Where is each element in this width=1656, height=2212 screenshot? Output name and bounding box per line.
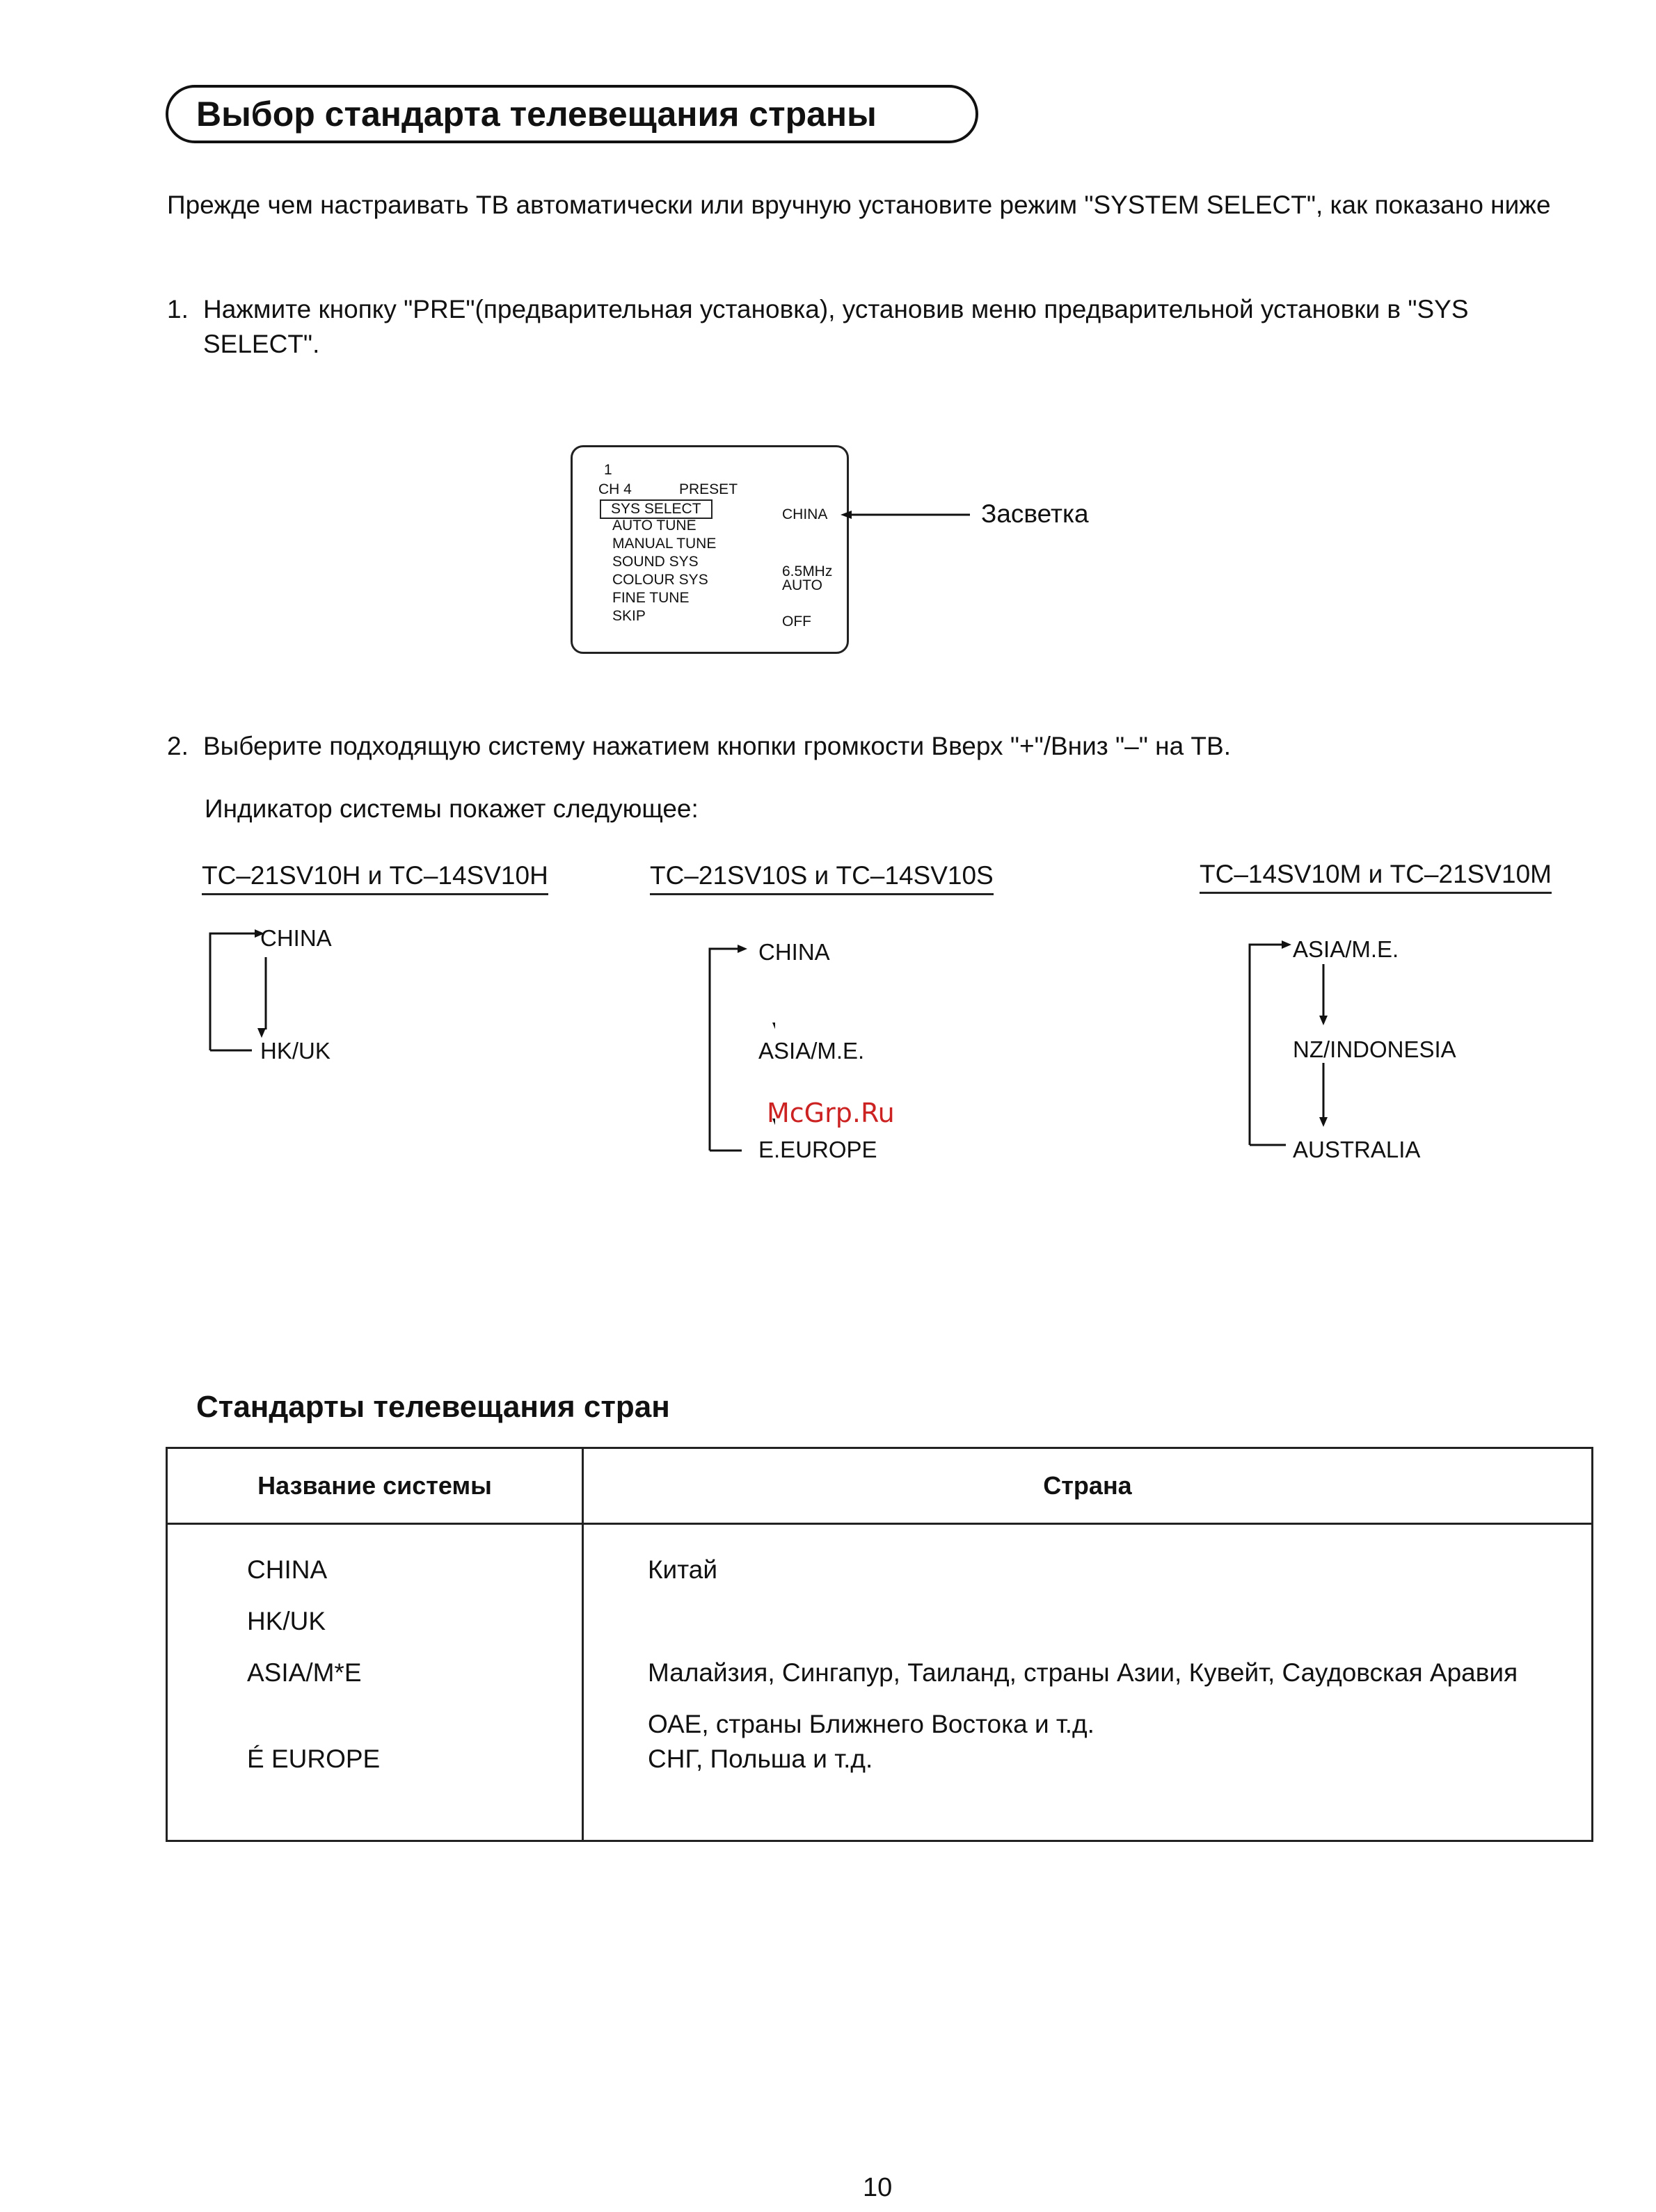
system-asia: ASIA/M*E [247, 1658, 362, 1687]
country-eeurope-2: СНГ, Польша и т.д. [648, 1745, 873, 1773]
country-hkuk [648, 1604, 1536, 1639]
table-header-system: Название системы [167, 1448, 583, 1524]
osd-channel: CH 4 [598, 481, 632, 497]
page-number: 10 [863, 2173, 893, 2202]
callout-arrow [839, 506, 971, 523]
model-heading-h: TC–21SV10H и TC–14SV10H [202, 861, 548, 895]
flow-m-item-asia: ASIA/M.E. [1293, 936, 1399, 962]
flow-m-item-nz: NZ/INDONESIA [1293, 1036, 1456, 1062]
standards-table [166, 1447, 1593, 1842]
system-china: CHINA [247, 1555, 328, 1584]
callout-label: Засветка [981, 499, 1089, 528]
step1-text: Нажмите кнопку "PRE"(предварительная установка), установив меню предварительной установки в "SYS SELECT". [203, 295, 1469, 358]
flow-s-item-asia: ASIA/M.E. [758, 1038, 865, 1064]
table-cell-country [583, 1524, 1593, 1841]
osd-item-fine-tune: FINE TUNE [612, 590, 690, 606]
osd-number: 1 [604, 462, 612, 478]
flow-h-item-hkuk: HK/UK [260, 1038, 331, 1064]
osd-item-auto-tune: AUTO TUNE [612, 518, 696, 534]
osd-value-colour: AUTO [782, 577, 822, 593]
osd-item-skip: SKIP [612, 608, 646, 624]
system-hkuk: HK/UK [247, 1607, 326, 1635]
step1-number: 1. [167, 295, 189, 323]
page-title: Выбор стандарта телевещания страны [166, 85, 978, 143]
flow-s-item-china: CHINA [758, 939, 830, 965]
table-cell-system [167, 1524, 583, 1841]
osd-item-colour-sys: COLOUR SYS [612, 572, 708, 588]
osd-value-sys: CHINA [782, 506, 828, 522]
flow-arrows-h [206, 925, 269, 1057]
osd-value-sound: 6.5MHz [782, 563, 833, 579]
osd-item-manual-tune: MANUAL TUNE [612, 536, 717, 552]
flow-m-item-australia: AUSTRALIA [1293, 1137, 1421, 1162]
table-row [167, 1524, 1593, 1841]
country-asia: Малайзия, Сингапур, Таиланд, страны Азии, Кувейт, Саудовская Аравия [648, 1658, 1518, 1687]
indicator-text: Индикатор системы покажет следующее: [205, 794, 699, 823]
step2-text: Выберите подходящую систему нажатием кнопки громкости Вверх "+"/Вниз "–" на ТВ. [203, 732, 1231, 760]
system-eeurope: É EUROPE [247, 1745, 381, 1773]
country-china: Китай [648, 1555, 717, 1584]
intro-paragraph: Прежде чем настраивать ТВ автоматически или вручную установите режим "SYSTEM SELECT", как показано ниже [167, 191, 1551, 219]
model-heading-s: TC–21SV10S и TC–14SV10S [650, 861, 994, 895]
watermark: McGrp.Ru [767, 1098, 895, 1128]
step2-number: 2. [167, 732, 189, 760]
country-eeurope: ОАЕ, страны Ближнего Востока и т.д. [648, 1710, 1094, 1738]
osd-item-sys-select: SYS SELECT [600, 499, 712, 519]
model-heading-m: TC–14SV10M и TC–21SV10M [1200, 860, 1552, 894]
standards-section-title: Стандарты телевещания стран [196, 1390, 670, 1424]
table-header-country: Страна [583, 1448, 1593, 1524]
osd-item-sound-sys: SOUND SYS [612, 554, 699, 570]
flow-h-item-china: CHINA [260, 925, 332, 951]
osd-value-skip: OFF [782, 614, 811, 630]
osd-mode: PRESET [679, 481, 738, 497]
flow-s-item-eeurope: E.EUROPE [758, 1137, 877, 1162]
